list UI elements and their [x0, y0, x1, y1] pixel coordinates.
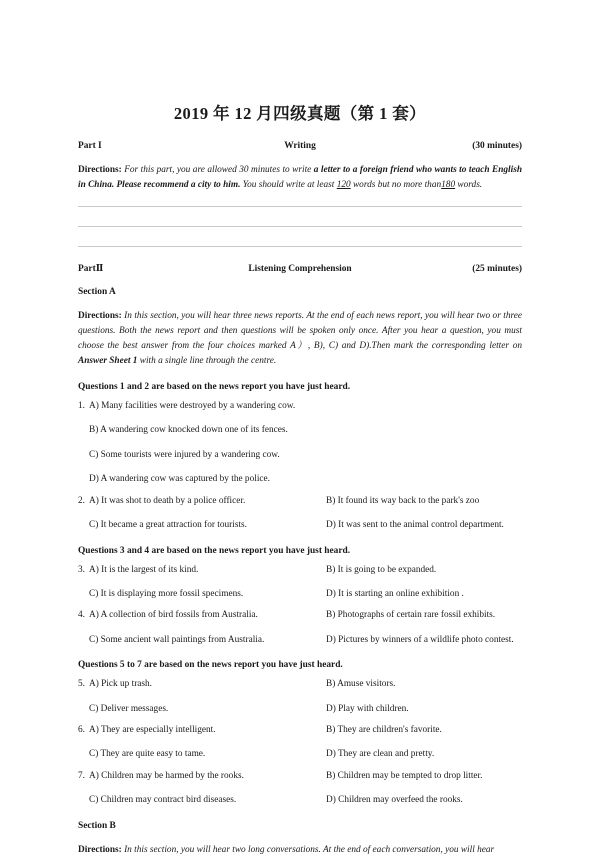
section-a-label: Section A — [78, 286, 116, 297]
choice-row — [78, 608, 522, 622]
choice-cell — [78, 494, 326, 508]
choice-cell — [78, 747, 326, 761]
option-b[interactable]: B) Photographs of certain rare fossil exhibits. — [326, 610, 496, 621]
word-count-min: 120 — [336, 179, 351, 190]
choice-cell — [78, 587, 326, 601]
writing-line[interactable] — [78, 226, 522, 227]
directions-lead: Directions: — [78, 844, 122, 855]
option-a[interactable]: A) They are especially intelligent. — [89, 724, 216, 735]
choice-cell — [78, 702, 326, 716]
writing-answer-lines[interactable] — [78, 206, 522, 247]
choice-cell — [326, 608, 522, 622]
question-3 — [78, 563, 522, 602]
page-title: 2019 年 12 月四级真题（第 1 套） — [173, 104, 427, 123]
choice-cell — [326, 747, 522, 761]
choice-cell — [326, 633, 522, 647]
question-group-heading: Questions 1 and 2 are based on the news report you have just heard. — [78, 382, 351, 393]
directions-lead: Directions: — [78, 310, 122, 321]
choice-row — [78, 747, 522, 761]
option-a[interactable]: A) It was shot to death by a police officer. — [89, 495, 246, 506]
section-b-label: Section B — [78, 820, 116, 831]
choice-cell — [326, 518, 522, 532]
choice-row — [78, 587, 522, 601]
choice-row — [78, 563, 522, 577]
directions-text-3: words but no more than — [350, 179, 442, 190]
question-number: 4. — [78, 610, 85, 621]
question-1 — [78, 399, 522, 487]
choice-cell — [78, 677, 326, 691]
directions-text-2: with a single line through the centre. — [137, 356, 277, 367]
section-a-directions — [78, 309, 522, 369]
option-a[interactable]: A) A collection of bird fossils from Australia. — [89, 610, 258, 621]
choice-cell — [326, 723, 522, 737]
question-number: 3. — [78, 564, 85, 575]
choice-row — [78, 423, 522, 437]
directions-text-2: You should write at least — [240, 179, 337, 190]
choice-row — [78, 518, 522, 532]
choice-row — [78, 702, 522, 716]
question-group-heading: Questions 3 and 4 are based on the news report you have just heard. — [78, 545, 351, 556]
directions-emphasis: a letter to a foreign friend who wants to teach English in China. Please recommend a city to him. — [78, 164, 523, 190]
option-c[interactable]: C) Deliver messages. — [89, 703, 169, 714]
part-2-label — [78, 264, 228, 274]
question-5 — [78, 677, 522, 716]
directions-lead: Directions: — [78, 164, 122, 175]
option-d[interactable]: D) Pictures by winners of a wildlife photo contest. — [326, 634, 514, 645]
option-a[interactable]: A) Many facilities were destroyed by a wandering cow. — [89, 401, 296, 412]
choice-row — [78, 633, 522, 647]
choice-row — [78, 494, 522, 508]
choice-row — [78, 723, 522, 737]
option-d[interactable]: D) It is starting an online exhibition . — [326, 588, 464, 599]
question-2 — [78, 494, 522, 533]
option-d[interactable]: D) They are clean and pretty. — [326, 749, 435, 760]
part-2-label-text: Part — [78, 263, 96, 274]
section-b-directions — [78, 843, 522, 858]
word-count-max: 180 — [441, 179, 456, 190]
option-a[interactable]: A) Pick up trash. — [89, 679, 153, 690]
choice-row — [78, 677, 522, 691]
part-2-time: (25 minutes) — [472, 263, 522, 274]
part-1-label: Part I — [78, 140, 102, 151]
option-d[interactable]: D) Children may overfeed the rooks. — [326, 795, 463, 806]
option-d[interactable]: D) Play with children. — [326, 703, 409, 714]
choice-cell — [78, 563, 326, 577]
option-b[interactable]: B) It is going to be expanded. — [326, 564, 437, 575]
question-group-heading: Questions 5 to 7 are based on the news report you have just heard. — [78, 660, 343, 671]
part-1-heading — [78, 141, 522, 151]
part-2-heading — [78, 264, 522, 274]
choice-row — [78, 399, 522, 413]
choice-cell — [78, 608, 326, 622]
option-d[interactable]: D) It was sent to the animal control department. — [326, 520, 504, 531]
writing-line[interactable] — [78, 246, 522, 247]
choice-cell — [78, 518, 326, 532]
part-1-directions — [78, 163, 522, 193]
directions-text: In this section, you will hear two long conversations. At the end of each conversation, you will hear — [124, 844, 495, 855]
option-c[interactable]: C) They are quite easy to tame. — [89, 749, 206, 760]
option-a[interactable]: A) Children may be harmed by the rooks. — [89, 770, 244, 781]
choice-cell — [78, 723, 326, 737]
option-c[interactable]: C) It is displaying more fossil specimens. — [89, 588, 244, 599]
option-c[interactable]: C) Some tourists were injured by a wandering cow. — [89, 449, 280, 460]
option-c[interactable]: C) Some ancient wall paintings from Australia. — [89, 634, 265, 645]
part-1-time: (30 minutes) — [472, 140, 522, 151]
question-7 — [78, 769, 522, 808]
question-number: 1. — [78, 401, 85, 412]
choice-cell — [326, 793, 522, 807]
choice-row — [78, 793, 522, 807]
writing-line[interactable] — [78, 206, 522, 207]
choice-cell — [78, 793, 326, 807]
part-2-name: Listening Comprehension — [248, 263, 352, 274]
choice-cell — [326, 677, 522, 691]
option-c[interactable]: C) It became a great attraction for tourists. — [89, 520, 247, 531]
option-b[interactable]: B) Amuse visitors. — [326, 679, 396, 690]
directions-text: In this section, you will hear three news reports. At the end of each news report, you will hear two or three questions. Both the news report and then questions will be spoken only once. After you hear a question, you must choose the best answer from the four choices marked A）, B), C) and D).Then mark the corresponding letter on — [78, 310, 522, 351]
question-number: 6. — [78, 724, 85, 735]
choice-row — [78, 769, 522, 783]
choice-row — [78, 448, 522, 462]
option-b[interactable]: B) A wandering cow knocked down one of its fences. — [89, 425, 288, 436]
option-d[interactable]: D) A wandering cow was captured by the police. — [89, 474, 270, 485]
question-number: 2. — [78, 495, 85, 506]
choice-cell — [326, 563, 522, 577]
choice-cell — [326, 769, 522, 783]
choice-cell — [78, 769, 326, 783]
option-b[interactable]: B) It found its way back to the park's zoo — [326, 495, 480, 506]
option-c[interactable]: C) Children may contract bird diseases. — [89, 795, 237, 806]
directions-text: For this part, you are allowed 30 minutes to write — [124, 164, 314, 175]
option-b[interactable]: B) They are children's favorite. — [326, 724, 442, 735]
choice-cell — [78, 633, 326, 647]
question-number: 7. — [78, 770, 85, 781]
directions-text-4: words. — [455, 179, 483, 190]
option-a[interactable]: A) It is the largest of its kind. — [89, 564, 199, 575]
question-6 — [78, 723, 522, 762]
part-2-roman-numeral: Ⅱ — [95, 263, 104, 274]
question-4 — [78, 608, 522, 647]
option-b[interactable]: B) Children may be tempted to drop litter. — [326, 770, 483, 781]
choice-row — [78, 472, 522, 486]
choice-cell — [326, 494, 522, 508]
part-1-name: Writing — [284, 140, 316, 151]
choice-cell — [326, 702, 522, 716]
answer-sheet-emphasis: Answer Sheet 1 — [78, 356, 138, 367]
question-number: 5. — [78, 679, 85, 690]
choice-cell — [326, 587, 522, 601]
